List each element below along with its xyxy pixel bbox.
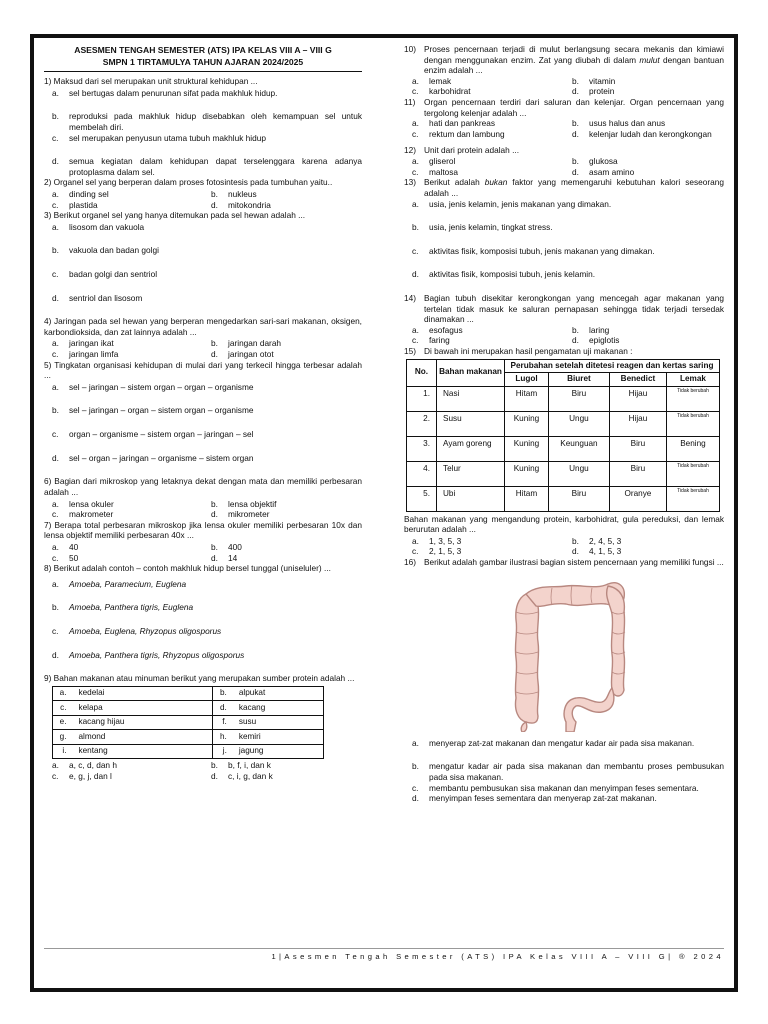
food-name-cell: kelapa: [75, 701, 213, 716]
q7-option-b[interactable]: b. 400: [211, 541, 242, 552]
question-15: 15) Di bawah ini merupakan hasil pengamatan uji makanan :: [404, 346, 633, 357]
result-cell: [666, 386, 719, 411]
q4-option-c[interactable]: c. jaringan limfa: [52, 349, 119, 360]
food-cell: Susu: [437, 411, 505, 436]
q7-option-a[interactable]: a. 40: [52, 541, 79, 552]
question-8: 8) Berikut adalah contoh – contoh makhluk hidup bersel tunggal (uniseluler) ...: [44, 563, 331, 574]
question-16: 16) Berikut adalah gambar ilustrasi bagian sistem pencernaan yang memiliki fungsi ...: [404, 557, 724, 568]
question-14: 14) Bagian tubuh disekitar kerongkongan yang mencegah agar makanan yang tertelan tidak masuk ke saluran pernapasan sehingga tidak terjadi tersedak dinamakan ...: [404, 292, 724, 325]
q6-option-d[interactable]: d. mikrometer: [211, 509, 270, 520]
q14-option-d[interactable]: d. epiglotis: [572, 335, 620, 346]
food-name-cell: alpukat: [235, 686, 324, 701]
q2-option-a[interactable]: a. dinding sel: [52, 188, 109, 199]
result-small-text: Tidak berubah: [677, 412, 709, 419]
result-cell: Biru: [548, 386, 609, 411]
question-9: 9) Bahan makanan atau minuman berikut yang merupakan sumber protein adalah ...: [44, 673, 355, 684]
question-3: 3) Berikut organel sel yang hanya ditemukan pada sel hewan adalah ...: [44, 210, 306, 221]
food-letter-cell: i.: [53, 744, 75, 759]
q5-option-a[interactable]: a. sel – jaringan – sistem organ – organ – organisme: [52, 381, 254, 392]
table-row: [407, 386, 720, 411]
result-cell: Kuning: [505, 411, 549, 436]
result-cell: Hitam: [505, 486, 549, 511]
q8-option-b[interactable]: b. Amoeba, Panthera tigris, Euglena: [52, 602, 194, 613]
table-row: [407, 411, 720, 436]
result-cell: Ungu: [548, 461, 609, 486]
result-cell: Ungu: [548, 411, 609, 436]
school-title: SMPN 1 TIRTAMULYA TAHUN AJARAN 2024/2025: [102, 57, 304, 68]
food-table-row: [53, 730, 324, 745]
q10-options: [404, 76, 724, 97]
q6-option-a[interactable]: a. lensa okuler: [52, 498, 114, 509]
q9-option-b[interactable]: b. b, f, i, dan k: [211, 760, 271, 771]
q6-options: [44, 499, 362, 520]
q14-option-a[interactable]: a. esofagus: [412, 324, 463, 335]
result-small-text: Tidak berubah: [677, 387, 709, 394]
q11-option-c[interactable]: c. rektum dan lambung: [412, 128, 505, 139]
result-cell: Oranye: [609, 486, 666, 511]
question-13: 13) Berikut adalah bukan faktor yang memengaruhi kebutuhan kalori seseorang adalah ...: [404, 177, 724, 198]
result-cell: [666, 411, 719, 436]
q3-option-c[interactable]: c. badan golgi dan sentriol: [52, 268, 158, 279]
q16-option-c[interactable]: c. membantu pembusukan sisa makanan dan menyimpan feses sementara.: [412, 782, 699, 793]
q15-options: [404, 536, 724, 557]
result-small-text: Tidak berubah: [677, 487, 709, 494]
q11-option-d[interactable]: d. kelenjar ludah dan kerongkongan: [572, 128, 712, 139]
q8-option-c[interactable]: c. Amoeba, Euglena, Rhyzopus oligosporus: [52, 626, 222, 636]
result-cell: Bening: [666, 436, 719, 461]
food-letter-cell: g.: [53, 730, 75, 745]
q4-option-b[interactable]: b. jaringan darah: [211, 338, 282, 349]
food-letter-cell: b.: [213, 686, 235, 701]
q9-food-table: [52, 686, 324, 760]
food-name-cell: kentang: [75, 744, 213, 759]
q15-question-text: Bahan makanan yang mengandung protein, karbohidrat, gula pereduksi, dan lemak berurutan adalah ...: [404, 513, 724, 535]
q5-option-d[interactable]: d. sel – organ – jaringan – organisme – sistem organ: [52, 452, 254, 463]
col-header-benedict: Benedict: [609, 373, 666, 387]
question-1: 1) Maksud dari sel merupakan unit struktural kehidupan ...: [44, 76, 258, 87]
food-name-cell: almond: [75, 730, 213, 745]
q4-option-a[interactable]: a. jaringan ikat: [52, 338, 114, 349]
question-4: 4) Jaringan pada sel hewan yang berperan mengedarkan sari-sari makanan, oksigen, karbondioksida, dan zat lainnya adalah ...: [44, 316, 362, 337]
q14-options: [404, 325, 724, 346]
q15-option-d[interactable]: d. 4, 1, 5, 3: [572, 546, 622, 557]
q16-option-d[interactable]: d. menyimpan feses sementara dan menyerap zat-zat makanan.: [412, 793, 657, 804]
food-letter-cell: c.: [53, 701, 75, 716]
result-cell: Hijau: [609, 386, 666, 411]
q7-options: [44, 542, 362, 563]
q2-options: [44, 189, 362, 210]
q8-option-d[interactable]: d. Amoeba, Panthera tigris, Rhyzopus oligosporus: [52, 649, 245, 660]
q13-option-c[interactable]: c. aktivitas fisik, komposisi tubuh, jenis makanan yang dimakan.: [412, 245, 655, 256]
question-7: 7) Berapa total perbesaran mikroskop jika lensa okuler memiliki perbesaran 10x dan lensa objektif memiliki perbesaran 40x ...: [44, 519, 362, 541]
q15-option-a[interactable]: a. 1, 3, 5, 3: [412, 535, 462, 546]
q15-option-c[interactable]: c. 2, 1, 5, 3: [412, 546, 462, 557]
food-name-cell: susu: [235, 715, 324, 730]
q6-option-c[interactable]: c. makrometer: [52, 509, 114, 520]
q9-option-a[interactable]: a. a, c, d, dan h: [52, 760, 117, 771]
q3-option-b[interactable]: b. vakuola dan badan golgi: [52, 245, 159, 256]
result-cell: [666, 486, 719, 511]
q10-option-a[interactable]: a. lemak: [412, 75, 452, 86]
q11-option-a[interactable]: a. hati dan pankreas: [412, 118, 495, 129]
q3-option-d[interactable]: d. sentriol dan lisosom: [52, 292, 143, 303]
food-cell: Telur: [437, 461, 505, 486]
q7-option-d[interactable]: d. 14: [211, 552, 238, 563]
col-header-food: Bahan makanan: [437, 359, 505, 386]
q9-option-d[interactable]: d. c, i, g, dan k: [211, 770, 273, 781]
q11-option-b[interactable]: b. usus halus dan anus: [572, 118, 666, 129]
food-letter-cell: a.: [53, 686, 75, 701]
q9-options: [44, 760, 362, 781]
q7-option-c[interactable]: c. 50: [52, 552, 79, 563]
col-header-lugol: Lugol: [505, 373, 549, 387]
col-header-no: No.: [407, 359, 437, 386]
food-cell: Ubi: [437, 486, 505, 511]
row-number-cell: 5.: [407, 486, 437, 511]
food-name-cell: kacang: [235, 701, 324, 716]
q13-option-a[interactable]: a. usia, jenis kelamin, jenis makanan yang dimakan.: [412, 198, 612, 209]
food-letter-cell: j.: [213, 744, 235, 759]
q1-option-b[interactable]: b. reproduksi pada makhluk hidup disebabkan oleh kemampuan sel untuk membelah diri.: [52, 111, 362, 132]
q9-option-c[interactable]: c. e, g, j, dan l: [52, 770, 112, 781]
q12-option-d[interactable]: d. asam amino: [572, 166, 635, 177]
result-cell: Biru: [609, 436, 666, 461]
food-table-row: [53, 744, 324, 759]
result-cell: Hijau: [609, 411, 666, 436]
q3-option-a[interactable]: a. lisosom dan vakuola: [52, 221, 145, 232]
row-number-cell: 1.: [407, 386, 437, 411]
row-number-cell: 3.: [407, 436, 437, 461]
q2-option-d[interactable]: d. mitokondria: [211, 199, 271, 210]
food-letter-cell: e.: [53, 715, 75, 730]
q12-option-c[interactable]: c. maltosa: [412, 166, 459, 177]
q14-option-b[interactable]: b. laring: [572, 324, 610, 335]
question-5: 5) Tingkatan organisasi kehidupan di mulai dari yang terkecil hingga terbesar adalah ...: [44, 359, 362, 381]
q11-options: [404, 118, 724, 145]
q10-option-c[interactable]: c. karbohidrat: [412, 86, 471, 97]
col-header-lemak: Lemak: [666, 373, 719, 387]
row-number-cell: 2.: [407, 411, 437, 436]
q15-option-b[interactable]: b. 2, 4, 5, 3: [572, 535, 622, 546]
q8-option-a[interactable]: a. Amoeba, Paramecium, Euglena: [52, 578, 187, 589]
q16-option-a[interactable]: a. menyerap zat-zat makanan dan mengatur kadar air pada sisa makanan.: [412, 737, 695, 748]
food-cell: Nasi: [437, 386, 505, 411]
table-row: [407, 486, 720, 511]
result-small-text: Tidak berubah: [677, 462, 709, 469]
food-test-table: [406, 359, 720, 512]
food-table-row: [53, 701, 324, 716]
food-cell: Ayam goreng: [437, 436, 505, 461]
q12-options: [404, 156, 724, 177]
q5-option-b[interactable]: b. sel – jaringan – organ – sistem organ – organisme: [52, 405, 254, 416]
food-name-cell: kedelai: [75, 686, 213, 701]
exam-header: [44, 44, 362, 72]
result-cell: Biru: [609, 461, 666, 486]
result-cell: Keunguan: [548, 436, 609, 461]
food-name-cell: kemiri: [235, 730, 324, 745]
large-intestine-illustration: [504, 572, 634, 732]
q10-option-d[interactable]: d. protein: [572, 86, 615, 97]
col-header-biuret: Biuret: [548, 373, 609, 387]
q1-option-a[interactable]: a. sel bertugas dalam penurunan sifat pada makhluk hidup.: [52, 87, 278, 98]
q1-option-c[interactable]: c. sel merupakan penyusun utama tubuh makhluk hidup: [52, 132, 266, 143]
q4-options: [44, 338, 362, 359]
result-cell: [666, 461, 719, 486]
food-name-cell: kacang hijau: [75, 715, 213, 730]
food-letter-cell: h.: [213, 730, 235, 745]
food-letter-cell: f.: [213, 715, 235, 730]
result-cell: Biru: [548, 486, 609, 511]
q6-option-b[interactable]: b. lensa objektif: [211, 498, 277, 509]
question-2: 2) Organel sel yang berperan dalam proses fotosintesis pada tumbuhan yaitu..: [44, 177, 333, 188]
left-column: [44, 44, 362, 782]
food-name-cell: jagung: [235, 744, 324, 759]
food-letter-cell: d.: [213, 701, 235, 716]
food-table-row: [53, 715, 324, 730]
q13-option-b[interactable]: b. usia, jenis kelamin, tingkat stress.: [412, 222, 553, 233]
q5-option-c[interactable]: c. organ – organisme – sistem organ – jaringan – sel: [52, 429, 254, 440]
result-cell: Kuning: [505, 461, 549, 486]
q2-option-c[interactable]: c. plastida: [52, 199, 98, 210]
col-header-group: Perubahan setelah ditetesi reagen dan kertas saring: [505, 359, 720, 373]
q13-option-d[interactable]: d. aktivitas fisik, komposisi tubuh, jenis kelamin.: [412, 269, 596, 280]
q10-option-b[interactable]: b. vitamin: [572, 75, 616, 86]
q12-option-b[interactable]: b. glukosa: [572, 156, 618, 167]
row-number-cell: 4.: [407, 461, 437, 486]
food-table-row: [53, 686, 324, 701]
question-10: 10) Proses pencernaan terjadi di mulut berlangsung secara mekanis dan kimiawi dengan menggunakan enzim. Zat yang diubah di dalam mulut dengan bantuan enzim adalah ...: [404, 44, 724, 76]
q16-option-b[interactable]: b. mengatur kadar air pada sisa makanan dan membantu proses pembusukan pada sisa makanan.: [412, 761, 724, 782]
q4-option-d[interactable]: d. jaringan otot: [211, 349, 274, 360]
page-footer: 1|Asesmen Tengah Semester (ATS) IPA Kelas VIII A – VIII G| ® 2024: [44, 948, 724, 962]
right-column: [404, 44, 724, 804]
q2-option-b[interactable]: b. nukleus: [211, 188, 257, 199]
table-row: [407, 436, 720, 461]
q14-option-c[interactable]: c. faring: [412, 335, 450, 346]
q12-option-a[interactable]: a. gliserol: [412, 156, 456, 167]
question-11: 11) Organ pencernaan terdiri dari saluran dan kelenjar. Organ pencernaan yang tergolong kelenjar adalah ...: [404, 97, 724, 118]
q1-option-d[interactable]: d. semua kegiatan dalam kehidupan dapat terselenggara karena adanya protoplasma dalam sel.: [52, 156, 362, 177]
result-cell: Kuning: [505, 436, 549, 461]
exam-title: ASESMEN TENGAH SEMESTER (ATS) IPA KELAS VIII A – VIII G: [74, 45, 332, 55]
question-6: 6) Bagian dari mikroskop yang letaknya dekat dengan mata dan memiliki perbesaran adalah ...: [44, 476, 362, 497]
question-12: 12) Unit dari protein adalah ...: [404, 145, 520, 156]
result-cell: Hitam: [505, 386, 549, 411]
table-row: [407, 461, 720, 486]
